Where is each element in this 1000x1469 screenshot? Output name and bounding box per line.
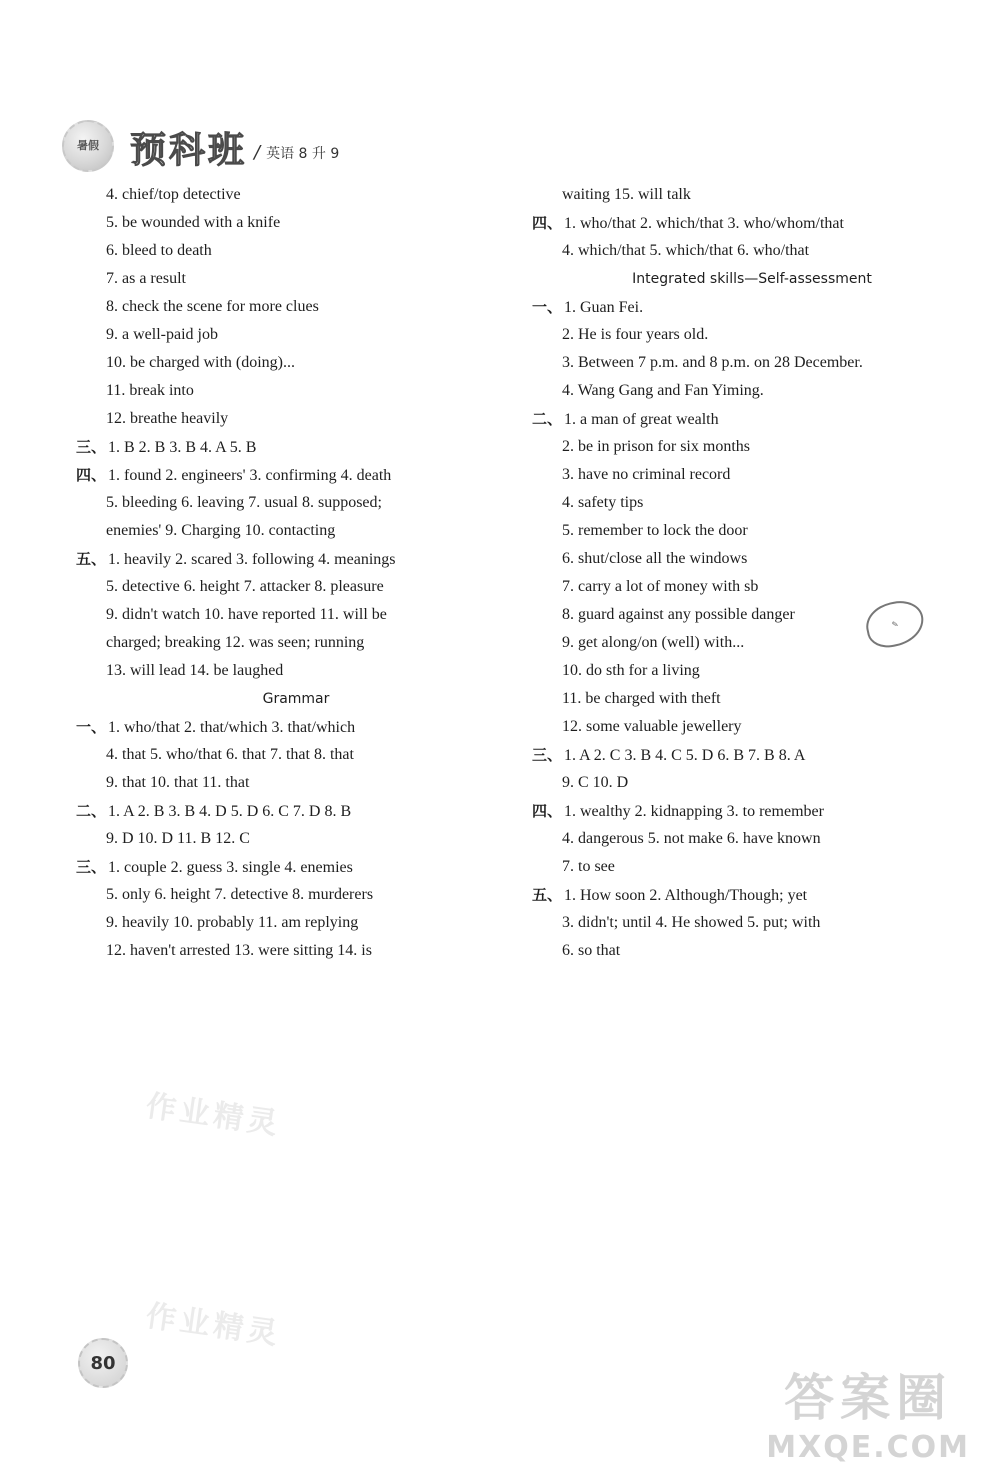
section-start-line xyxy=(76,433,516,461)
section-start-line xyxy=(76,797,516,825)
divider-slash-icon: / xyxy=(254,142,261,163)
answer-line: 9. get along/on (well) with... xyxy=(562,634,745,651)
answer-line: 2. He is four years old. xyxy=(562,326,709,343)
answer-line: 12. some valuable jewellery xyxy=(562,718,742,735)
answer-line: 4. chief/top detective xyxy=(106,186,241,203)
answer-line: 4. which/that 5. which/that 6. who/that xyxy=(562,242,810,259)
answer-line: 6. bleed to death xyxy=(106,242,212,259)
logo-badge xyxy=(62,120,114,172)
answer-text: 1. wealthy 2. kidnapping 3. to remember xyxy=(564,803,824,820)
answer-line: waiting 15. will talk xyxy=(562,186,691,203)
answer-column-left xyxy=(76,181,516,965)
answer-line: 4. that 5. who/that 6. that 7. that 8. that xyxy=(106,746,354,763)
answer-line: 5. remember to lock the door xyxy=(562,522,748,539)
answer-text: 1. found 2. engineers' 3. confirming 4. death xyxy=(108,467,392,484)
answer-line: 10. be charged with (doing)... xyxy=(106,354,295,371)
faint-watermark: 作业精灵 xyxy=(143,1298,284,1353)
section-mark: 二、 xyxy=(532,410,563,428)
answer-text: 1. How soon 2. Although/Though; yet xyxy=(564,887,808,904)
section-mark: 四、 xyxy=(76,466,107,484)
answer-line: 5. be wounded with a knife xyxy=(106,214,281,231)
answer-line: 8. check the scene for more clues xyxy=(106,298,319,315)
section-heading: Grammar xyxy=(262,691,330,707)
answer-line: 7. to see xyxy=(562,858,615,875)
section-mark: 三、 xyxy=(76,438,107,456)
section-mark: 三、 xyxy=(76,858,107,876)
answer-line: 5. only 6. height 7. detective 8. murderers xyxy=(106,886,374,903)
answer-text: 1. A 2. C 3. B 4. C 5. D 6. B 7. B 8. A xyxy=(564,747,806,764)
handwritten-stamp-icon: ✎ xyxy=(862,596,928,651)
section-start-line xyxy=(76,853,516,881)
answer-line: 4. dangerous 5. not make 6. have known xyxy=(562,830,821,847)
answer-line: 3. have no criminal record xyxy=(562,466,731,483)
answer-column-right xyxy=(532,181,972,965)
page-number: 80 xyxy=(90,1352,116,1374)
answer-line: 3. didn't; until 4. He showed 5. put; with xyxy=(562,914,821,931)
page-number-badge xyxy=(78,1338,128,1388)
section-mark: 一、 xyxy=(76,718,107,736)
answer-line: 12. haven't arrested 13. were sitting 14. is xyxy=(106,942,372,959)
answer-line: enemies' 9. Charging 10. contacting xyxy=(106,522,336,539)
answer-line: 11. break into xyxy=(106,382,194,399)
answer-line: 12. breathe heavily xyxy=(106,410,229,427)
answer-line: 5. detective 6. height 7. attacker 8. pleasure xyxy=(106,578,384,595)
answer-text: 1. who/that 2. that/which 3. that/which xyxy=(108,719,356,736)
answer-line: 6. so that xyxy=(562,942,621,959)
answer-line: 10. do sth for a living xyxy=(562,662,700,679)
section-mark: 三、 xyxy=(532,746,563,764)
answer-text: 1. a man of great wealth xyxy=(564,411,719,428)
section-mark: 五、 xyxy=(532,886,563,904)
section-start-line xyxy=(532,741,972,769)
site-watermark-url: MXQE.COM xyxy=(766,1430,970,1465)
answer-text: 1. Guan Fei. xyxy=(564,299,644,316)
page-header xyxy=(62,116,462,176)
section-start-line xyxy=(532,293,972,321)
answer-text: 1. heavily 2. scared 3. following 4. meanings xyxy=(108,551,396,568)
answer-text: 1. couple 2. guess 3. single 4. enemies xyxy=(108,859,353,876)
answer-line: 4. safety tips xyxy=(562,494,644,511)
answer-text: 1. who/that 2. which/that 3. who/whom/that xyxy=(564,215,844,232)
site-watermark xyxy=(766,1358,970,1465)
answer-line: 13. will lead 14. be laughed xyxy=(106,662,284,679)
section-mark: 二、 xyxy=(76,802,107,820)
answer-line: charged; breaking 12. was seen; running xyxy=(106,634,365,651)
section-start-line xyxy=(76,545,516,573)
answer-text: 1. A 2. B 3. B 4. D 5. D 6. C 7. D 8. B xyxy=(108,803,352,820)
answer-line: 9. heavily 10. probably 11. am replying xyxy=(106,914,359,931)
answer-line: 9. didn't watch 10. have reported 11. will be xyxy=(106,606,387,623)
faint-watermark: 作业精灵 xyxy=(143,1088,284,1143)
section-start-line xyxy=(532,881,972,909)
answer-line: 11. be charged with theft xyxy=(562,690,721,707)
answer-line: 9. that 10. that 11. that xyxy=(106,774,250,791)
book-subtitle xyxy=(254,142,339,163)
section-start-line xyxy=(532,405,972,433)
section-mark: 一、 xyxy=(532,298,563,316)
book-title: 预科班 xyxy=(130,130,248,171)
section-start-line xyxy=(532,797,972,825)
answer-line: 6. shut/close all the windows xyxy=(562,550,748,567)
answer-line: 7. carry a lot of money with sb xyxy=(562,578,759,595)
answer-line: 4. Wang Gang and Fan Yiming. xyxy=(562,382,764,399)
answer-line: 9. C 10. D xyxy=(562,774,629,791)
section-heading: Integrated skills—Self-assessment xyxy=(632,271,872,287)
logo-text: 暑假 xyxy=(77,139,99,152)
answer-line: 5. bleeding 6. leaving 7. usual 8. supposed; xyxy=(106,494,382,511)
section-mark: 四、 xyxy=(532,214,563,232)
subject-grade: 英语 8 升 9 xyxy=(266,146,340,162)
answer-line: 9. a well-paid job xyxy=(106,326,218,343)
answer-line: 2. be in prison for six months xyxy=(562,438,750,455)
site-watermark-cn: 答案圈 xyxy=(784,1369,953,1427)
section-start-line xyxy=(76,713,516,741)
answer-line: 7. as a result xyxy=(106,270,186,287)
answer-line: 3. Between 7 p.m. and 8 p.m. on 28 December. xyxy=(562,354,863,371)
section-mark: 四、 xyxy=(532,802,563,820)
section-mark: 五、 xyxy=(76,550,107,568)
section-start-line xyxy=(76,461,516,489)
answer-line: 8. guard against any possible danger xyxy=(562,606,795,623)
section-start-line xyxy=(532,209,972,237)
answer-line: 9. D 10. D 11. B 12. C xyxy=(106,830,250,847)
answer-text: 1. B 2. B 3. B 4. A 5. B xyxy=(108,439,257,456)
